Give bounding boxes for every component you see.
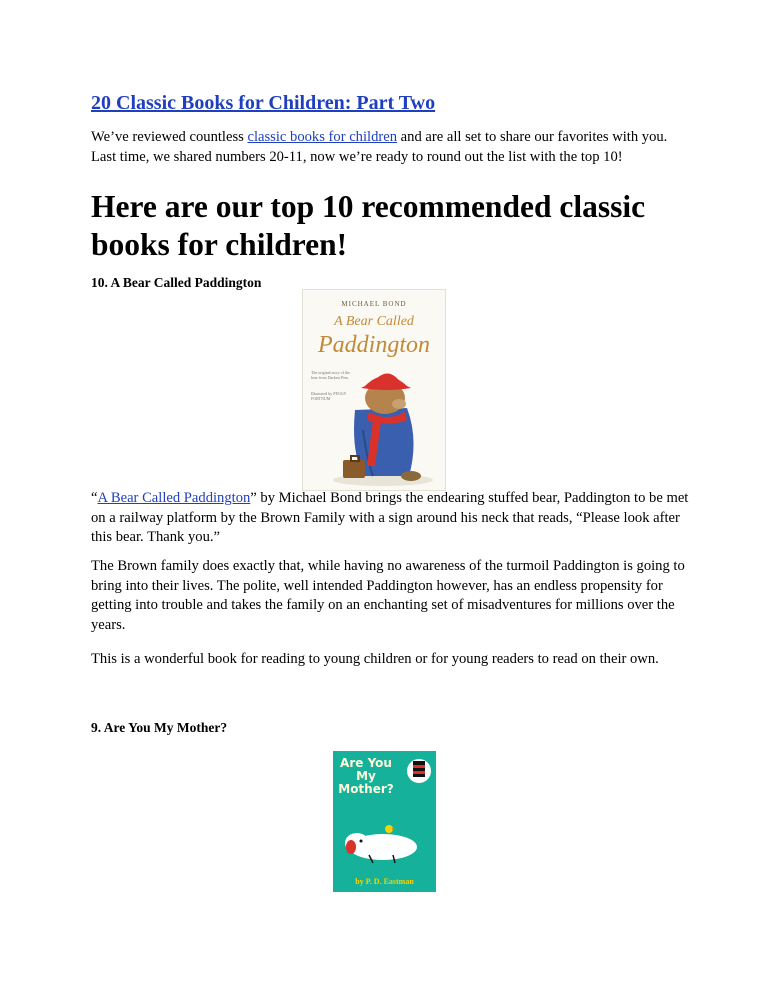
main-heading: Here are our top 10 recommended classic books for children! <box>91 189 646 262</box>
open-quote: “ <box>91 490 98 506</box>
paddington-cover-title-line2: Paddington <box>318 332 430 358</box>
are-you-my-mother-cover-image <box>333 751 436 892</box>
paddington-desc-rest: ” by Michael Bond brings the endearing stuffed bear, Paddington to be met on a railway platform by the Brown Family with a sign around his neck that reads, “Please look after this bear. Thank you.” <box>91 490 689 545</box>
paddington-cover-tagline: The original story of the bear from Darkest Peru <box>311 370 350 380</box>
cat-in-hat-badge-and-dog-illustration <box>333 751 436 892</box>
cover2-author: by P. D. Eastman <box>355 877 414 886</box>
paddington-book-link[interactable]: A Bear Called Paddington <box>97 490 251 506</box>
cover2-title-line1: Are You <box>340 756 392 770</box>
paddington-bear-illustration <box>303 290 445 490</box>
cover2-title-line3: Mother? <box>338 782 394 796</box>
paddington-description-3: This is a wonderful book for reading to young children or for young readers to read on their own. <box>91 651 659 667</box>
paddington-cover-title-line1: A Bear Called <box>334 314 414 329</box>
classic-books-link[interactable]: classic books for children <box>247 129 398 145</box>
paddington-cover-illustrator: Illustrated by PEGGY FORTNUM <box>311 391 347 401</box>
paddington-description-1 <box>91 489 691 548</box>
cover2-title-line2: My <box>356 769 376 783</box>
book-9-heading: 9. Are You My Mother? <box>91 720 228 735</box>
paddington-description-2: The Brown family does exactly that, while having no awareness of the turmoil Paddington is going to bring into their lives. The polite, well intended Paddington however, has an endless propensity for getting into trouble and takes the family on an enchanting set of misadventures for millions over the years. <box>91 558 685 633</box>
intro-paragraph <box>91 128 691 167</box>
paddington-cover-image <box>302 289 446 491</box>
book-10-heading: 10. A Bear Called Paddington <box>91 275 262 290</box>
paddington-cover-author: MICHAEL BOND <box>341 300 407 308</box>
intro-text-before: We’ve reviewed countless <box>91 129 248 145</box>
intro-text-after: and are all set to share our favorites with you. Last time, we shared numbers 20-11, now we’re ready to round out the list with the top 10! <box>91 129 668 165</box>
article-title-link[interactable]: 20 Classic Books for Children: Part Two <box>91 92 436 114</box>
